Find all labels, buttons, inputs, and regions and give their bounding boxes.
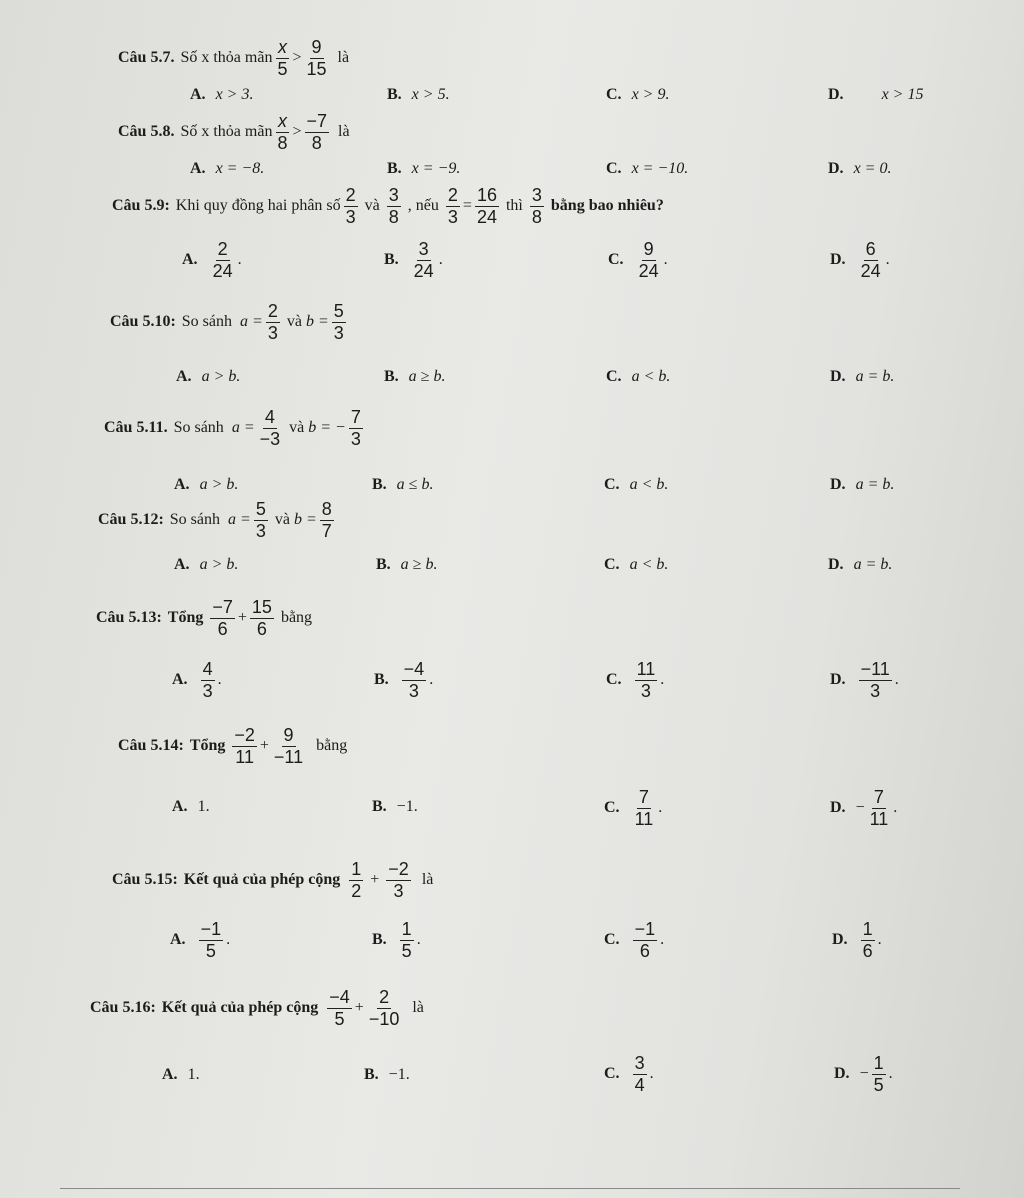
stem-text: b = <box>293 511 317 529</box>
option-b[interactable]: B. a ≥ b. <box>376 556 438 573</box>
option-d[interactable]: D. $\frac{-11}{3}$ . <box>830 659 899 701</box>
stem-text: và <box>286 313 302 331</box>
stem-text: So sánh <box>173 419 224 437</box>
question-5-13-stem <box>96 598 312 639</box>
question-number: Câu 5.7. <box>118 49 175 67</box>
question-5-8-stem <box>118 112 350 153</box>
question-number: Câu 5.13: <box>96 609 162 627</box>
option-a[interactable]: A. a > b. <box>174 556 239 573</box>
stem-text: Tổng <box>167 609 204 627</box>
stem-text: Số x thỏa mãn <box>180 123 273 141</box>
stem-text: là <box>337 49 350 67</box>
operator: > <box>292 123 302 141</box>
fraction: $\frac{9}{-11}$ <box>273 725 304 767</box>
fraction: $\frac{2}{-10}$ <box>368 987 400 1029</box>
stem-text: Kết quả của phép cộng <box>161 999 319 1017</box>
question-number: Câu 5.10: <box>110 313 176 331</box>
option-b[interactable]: B. $\frac{-4}{3}$ . <box>374 659 434 701</box>
question-5-12-stem <box>98 500 337 541</box>
option-d[interactable]: D. $\frac{6}{24}$ . <box>830 239 890 281</box>
option-a[interactable]: A. $\frac{2}{24}$ . <box>182 239 242 281</box>
option-c[interactable]: C. x = −10. <box>606 160 689 177</box>
fraction: $\frac{8}{7}$ <box>321 499 332 541</box>
fraction: $\frac{7}{3}$ <box>350 407 361 449</box>
stem-text: thì <box>505 197 523 215</box>
question-number: Câu 5.11. <box>104 419 168 437</box>
option-d[interactable]: D. a = b. <box>830 368 895 385</box>
option-b[interactable]: B. $\frac{1}{5}$ . <box>372 919 421 961</box>
option-a[interactable]: A. $\frac{-1}{5}$ . <box>170 919 231 961</box>
fraction: $\frac{15}{6}$ <box>251 597 272 639</box>
option-a[interactable]: A. a > b. <box>174 476 239 493</box>
option-b[interactable]: B. a ≤ b. <box>372 476 434 493</box>
stem-text: b = − <box>308 419 346 437</box>
fraction: $\frac{4}{-3}$ <box>259 407 281 449</box>
fraction: $\frac{3}{8}$ <box>531 185 542 227</box>
fraction: $\frac{3}{8}$ <box>388 185 399 227</box>
operator: + <box>370 871 380 889</box>
stem-text: a = <box>228 511 251 529</box>
fraction: $\frac{-7}{6}$ <box>212 597 233 639</box>
option-c[interactable]: C. $\frac{3}{4}$ . <box>604 1053 654 1095</box>
fraction: $\frac{2}{3}$ <box>267 301 278 343</box>
option-d[interactable]: D. $\frac{1}{6}$ . <box>832 919 882 961</box>
option-b[interactable]: B. −1. <box>364 1066 410 1083</box>
fraction: $\frac{9}{15}$ <box>306 37 327 79</box>
option-c[interactable]: C. $\frac{7}{11}$ . <box>604 787 663 829</box>
option-b[interactable]: B. x = −9. <box>387 160 461 177</box>
stem-text: So sánh <box>169 511 221 529</box>
stem-text: và <box>289 419 305 437</box>
option-c[interactable]: C. x > 9. <box>606 86 670 103</box>
stem-text: là <box>338 123 350 141</box>
option-d[interactable]: D. x = 0. <box>828 160 892 177</box>
operator: + <box>354 999 364 1017</box>
question-5-11-stem <box>104 408 366 449</box>
question-number: Câu 5.16: <box>90 999 156 1017</box>
option-a[interactable]: A. $\frac{4}{3}$ . <box>172 659 222 701</box>
stem-text: và <box>364 197 380 215</box>
fraction: $\frac{-4}{5}$ <box>329 987 350 1029</box>
fraction: $\frac{1}{2}$ <box>351 859 362 901</box>
fraction: $\frac{-7}{8}$ <box>306 111 328 153</box>
option-c[interactable]: C. $\frac{-1}{6}$ . <box>604 919 665 961</box>
option-a[interactable]: A. x > 3. <box>190 86 254 103</box>
page-bottom-divider <box>60 1188 960 1189</box>
question-5-16-stem <box>90 988 424 1029</box>
stem-text: là <box>421 871 434 889</box>
option-b[interactable]: B. −1. <box>372 798 418 815</box>
stem-text: Kết quả của phép cộng <box>183 871 341 889</box>
question-5-9-stem <box>112 186 668 227</box>
stem-text: b = <box>305 313 329 331</box>
question-5-15-stem <box>112 860 433 901</box>
fraction: $\frac{2}{3}$ <box>345 185 356 227</box>
stem-text: là <box>412 999 424 1017</box>
stem-text: , nếu <box>407 197 439 215</box>
option-c[interactable]: C. a < b. <box>604 556 669 573</box>
option-d[interactable]: D. − $\frac{7}{11}$ . <box>830 787 898 829</box>
option-c[interactable]: C. $\frac{11}{3}$ . <box>606 659 665 701</box>
operator: = <box>462 197 472 215</box>
question-5-14-stem <box>118 726 347 767</box>
stem-text: Tổng <box>189 737 226 755</box>
stem-text: a = <box>231 419 255 437</box>
option-d[interactable]: D. a = b. <box>830 476 895 493</box>
fraction: $\frac{x}{5}$ <box>277 37 288 79</box>
option-b[interactable]: B. $\frac{3}{24}$ . <box>384 239 443 281</box>
stem-text: bằng <box>316 737 348 755</box>
option-a[interactable]: A. a > b. <box>176 368 241 385</box>
fraction: $\frac{-2}{11}$ <box>234 725 255 767</box>
stem-text: bằng bao nhiêu? <box>550 197 664 215</box>
stem-text: và <box>274 511 290 529</box>
fraction: $\frac{-2}{3}$ <box>388 859 409 901</box>
fraction: $\frac{x}{8}$ <box>277 111 288 153</box>
option-c[interactable]: C. a < b. <box>604 476 669 493</box>
question-number: Câu 5.15: <box>112 871 178 889</box>
question-5-7-stem <box>118 38 349 79</box>
stem-text: Số x thỏa mãn <box>180 49 273 67</box>
operator: + <box>237 609 247 627</box>
fraction: $\frac{2}{3}$ <box>447 185 458 227</box>
option-a[interactable]: A. x = −8. <box>190 160 265 177</box>
option-d[interactable]: D. a = b. <box>828 556 893 573</box>
question-number: Câu 5.8. <box>118 123 175 141</box>
question-number: Câu 5.12: <box>98 511 164 529</box>
operator: + <box>259 737 269 755</box>
option-d[interactable]: D. x > 15 <box>828 86 924 103</box>
option-a[interactable]: A. 1. <box>172 798 210 815</box>
question-5-10-stem <box>110 302 349 343</box>
operator: > <box>292 49 302 67</box>
stem-text: So sánh <box>181 313 233 331</box>
stem-text: a = <box>240 313 263 331</box>
question-number: Câu 5.14: <box>118 737 184 755</box>
question-number: Câu 5.9: <box>112 197 170 215</box>
fraction: $\frac{5}{3}$ <box>255 499 266 541</box>
fraction: $\frac{5}{3}$ <box>333 301 344 343</box>
stem-text: bằng <box>280 609 313 627</box>
option-b[interactable]: B. x > 5. <box>387 86 450 103</box>
stem-text: Khi quy đồng hai phân số <box>175 197 341 215</box>
option-c[interactable]: C. $\frac{9}{24}$ . <box>608 239 668 281</box>
option-d[interactable]: D. − $\frac{1}{5}$ . <box>834 1053 893 1095</box>
option-a[interactable]: A. 1. <box>162 1066 200 1083</box>
option-c[interactable]: C. a < b. <box>606 368 671 385</box>
option-b[interactable]: B. a ≥ b. <box>384 368 446 385</box>
fraction: $\frac{16}{24}$ <box>476 185 497 227</box>
